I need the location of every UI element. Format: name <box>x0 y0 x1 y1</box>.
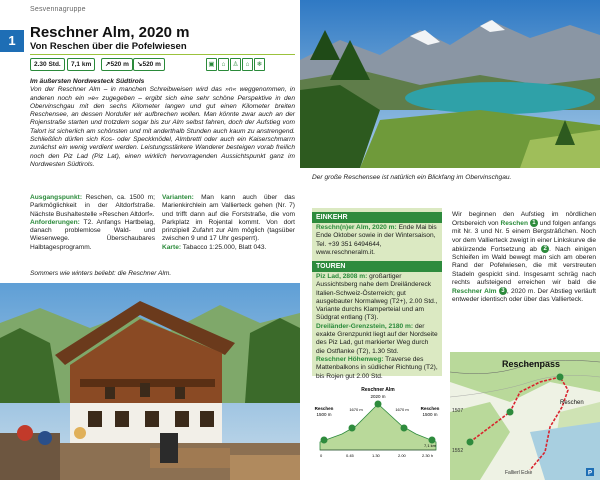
route-description: Wir beginnen den Aufstieg im nördlichen Ortsbereich von Reschen 1 und folgen anfangs mit Nr. 3 und Nr. 5 einem Bergsträßchen. Noch vor dem Vallierteck zweigt in einer Linkskurve die abkürzende Fortsetzung ab 2 . Nach einigen Schleifen im Wald bewegt man sich am oberen Rand der Pofelwiesen, die mit verstreuten Stadeln gespickt sind. Insgesamt schräg nach rechts aufsteigend erreichen wir bald die Reschner Alm 3 , 2020 m. Der Abstieg verläuft entweder identisch oder über das Vallierteck. <box>452 211 596 304</box>
elevation-profile <box>312 380 444 480</box>
svg-text:P: P <box>587 470 593 477</box>
map-waypoint-1 <box>467 439 474 446</box>
profile-tick-4: 2.30 h <box>422 453 434 458</box>
info-column-left: Ausgangspunkt: Reschen, ca. 1500 m; Parkmöglichkeit in der Altdorfstraße. Nächste Bushaltestelle »Reschen Altdorf«. Anforderungen: T2. Anfangs Hartbelag, danach problemlose Wald- und Wiesenwege. Überschaubares Halbtagesprogramm. <box>30 194 155 251</box>
info-box <box>312 208 442 380</box>
waypoint-2-icon: 2 <box>541 245 549 253</box>
route-map <box>450 352 600 480</box>
lead-heading: Im äußersten Nordwesteck Südtirols <box>30 78 145 85</box>
lead-paragraph <box>30 78 295 169</box>
profile-start-alt: 1500 m <box>316 412 332 417</box>
waypoint-1-icon: 1 <box>530 219 538 227</box>
profile-start-label: Reschen <box>314 406 334 411</box>
right-photo-caption: Der große Reschensee ist natürlich ein Blickfang im Obervinschgau. <box>312 174 512 181</box>
hut-photo <box>0 283 300 480</box>
title-divider <box>30 54 295 55</box>
einkehr-heading: EINKEHR <box>312 212 442 223</box>
profile-tick-1: 0.45 <box>346 453 354 458</box>
map-place-label: Fallierl Ecke <box>505 470 533 476</box>
info-column-right: Varianten: Man kann auch über das Marienkirchlein am Vallierteck gehen (Nr. 7) und trifft dann auf die Forststraße, die vom Parkplatz im Rojental kommt. Von dort prinzipiell Zufahrt zur Alm möglich (tagsüber zwischen 9 und 17 Uhr gesperrt). Karte: Tabacco 1:25.000, Blatt 043. <box>162 194 295 251</box>
map-waypoint-3 <box>557 374 564 381</box>
winter-icon: ❄ <box>254 58 265 71</box>
descent-badge: ↘520 m <box>133 58 165 71</box>
profile-waypoint-2 <box>349 425 356 432</box>
profile-distance: 7,1 km <box>423 443 436 448</box>
waypoint-3-icon: 3 <box>499 287 507 295</box>
touren-text: Piz Lad, 2808 m: großartiger Aussichtsberg nahe dem Dreiländereck Italien-Schweiz-Österreich; gut ausgebauter Normalweg (T2+), 2.00 Std., Variante durchs Klamperteial und am Südgrat entlang (T3). Dreiländer-Grenzstein, 2180 m: der exakte Grenzpunkt liegt auf der Nordseite des Piz Lad, gut markierter Weg durch die Ostflanke (T2), 1.30 Std. Reschner Höhenweg: Traverse des Mattenbalkons in südlicher Richtung (T2), bis Rojen gut 2.00 Std. <box>316 273 438 380</box>
distance-badge: 7,1 km <box>67 58 95 71</box>
ascent-badge: ↗520 m <box>101 58 133 71</box>
family-icon: ♙ <box>230 58 241 71</box>
profile-tick-0: 0 <box>320 453 323 458</box>
map-waypoint-2 <box>507 409 514 416</box>
tour-number-tab: 1 <box>0 30 24 52</box>
profile-tick-2: 1.30 <box>372 453 380 458</box>
profile-waypoint-2b <box>401 425 408 432</box>
map-alt2: 1552 <box>452 448 464 454</box>
profile-end-label: Reschen <box>420 406 440 411</box>
hut-icon: ⌂ <box>218 58 229 71</box>
page-title: Reschner Alm, 2020 m <box>30 24 190 41</box>
profile-end-alt: 1500 m <box>422 412 438 417</box>
page-subtitle: Von Reschen über die Pofelwiesen <box>30 41 187 52</box>
profile-waypoint-3 <box>375 401 382 408</box>
left-photo-caption: Sommers wie winters beliebt: die Reschner Alm. <box>30 270 172 277</box>
lake-photo <box>300 0 600 168</box>
hut-icon: ⌂ <box>242 58 253 71</box>
einkehr-text: Reschn(n)er Alm, 2020 m: Ende Mai bis Ende Oktober sowie in der Wintersaison, Tel. +39 351 6494644, www.reschneralm.it. <box>316 224 437 256</box>
time-badge: 2.30 Std. <box>30 58 65 71</box>
profile-waypoint-1 <box>321 437 328 444</box>
profile-tick-3: 2.00 <box>398 453 406 458</box>
profile-top-label: Reschner Alm <box>361 387 395 393</box>
lead-text: Von der Reschner Alm – in manchen Schreibweisen wird das »n« weggenommen, in anderen noch ein »e« zugegeben – ergibt sich eine sehr schöne Perspektive in den Obervinschgau mit den sechs Kilometer langen und gut einen Kilometer breiten Reschensee, an dessen Nordufer wir aufbrechen wollen. Man könnte zwar auch an der Rojenstraße starten und trotzdem sogar bis zur Alm selbst fahren, doch der Aufstieg vom Talort ist sicherlich am schönsten und mit anderthalb Stunden auch kaum zu anstrengend. Schließlich dürfen sich Kos- oder Speckknödel, Almbrettl oder auch ein Kaiserschmarrn zunächst ein wenig verdient werden. Leistungsstärkere Wanderer besteigen vorab freilich noch den Piz Lad (Piz Lat), einen wirklich hervorragenden Aussichtspunkt ganz im Nordwesten Südtirols. <box>30 86 295 168</box>
profile-mid2-alt: 1670 m <box>395 407 409 412</box>
profile-mid1-alt: 1670 m <box>349 407 363 412</box>
map-pass-label: Reschenpass <box>502 359 561 369</box>
map-village-label: Reschen <box>560 400 584 406</box>
map-alt1: 1507 <box>452 408 464 414</box>
profile-top-alt: 2020 m <box>370 394 386 399</box>
chapter-group: Sesvennagruppe <box>30 6 86 13</box>
touren-heading: TOUREN <box>312 261 442 272</box>
bus-icon: ▣ <box>206 58 217 71</box>
